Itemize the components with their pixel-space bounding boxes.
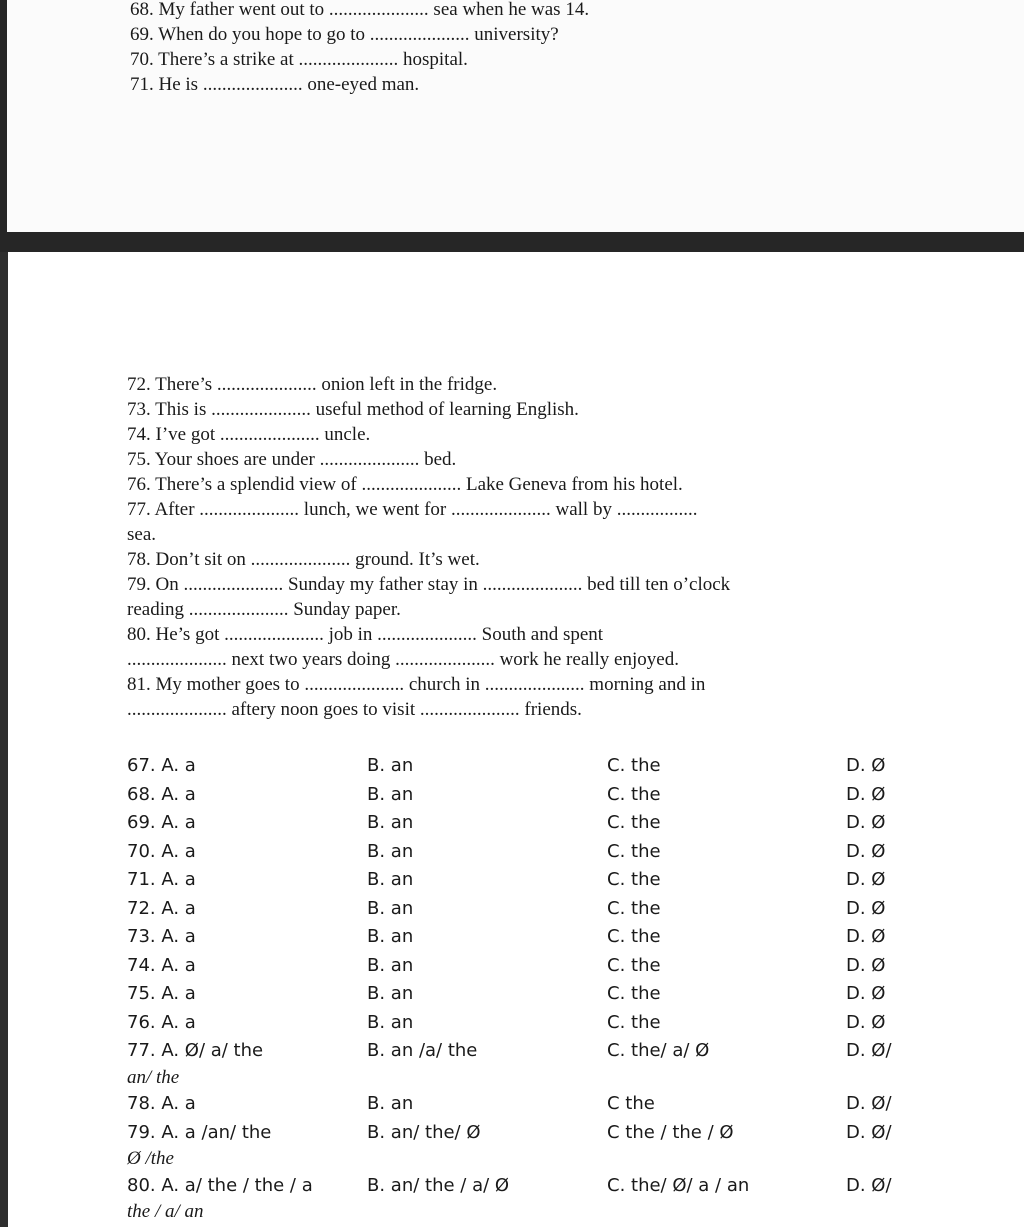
answer-d: D. Ø — [846, 1012, 886, 1033]
answer-d-continued: an/ the — [127, 1067, 180, 1088]
answer-b: B. an — [367, 1093, 414, 1114]
answer-a: 71. A. a — [127, 869, 196, 890]
question-69: 69. When do you hope to go to ..................... university? — [130, 24, 559, 45]
answer-b: B. an — [367, 955, 414, 976]
answer-a: 78. A. a — [127, 1093, 196, 1114]
answer-b: B. an — [367, 1012, 414, 1033]
answer-d: D. Ø/ — [846, 1175, 892, 1196]
answer-c: C. the — [607, 1012, 661, 1033]
answer-b: B. an — [367, 898, 414, 919]
answer-d: D. Ø — [846, 898, 886, 919]
answer-b: B. an — [367, 784, 414, 805]
answer-d: D. Ø — [846, 983, 886, 1004]
answer-d-continued: Ø /the — [127, 1148, 174, 1169]
answer-c: C. the — [607, 784, 661, 805]
answer-b: B. an /a/ the — [367, 1040, 478, 1061]
answer-b: B. an/ the / a/ Ø — [367, 1175, 510, 1196]
answer-d: D. Ø — [846, 955, 886, 976]
answer-b: B. an — [367, 812, 414, 833]
question-line: ..................... aftery noon goes to visit ..................... friends. — [127, 699, 582, 720]
question-line: ..................... next two years doing ..................... work he really enjoyed. — [127, 649, 679, 670]
answer-a: 67. A. a — [127, 755, 196, 776]
answer-a: 69. A. a — [127, 812, 196, 833]
answer-c: C. the — [607, 812, 661, 833]
answer-c: C. the — [607, 983, 661, 1004]
answer-c: C the / the / Ø — [607, 1122, 734, 1143]
answer-a: 74. A. a — [127, 955, 196, 976]
question-line: 73. This is ..................... useful method of learning English. — [127, 399, 579, 420]
answer-a: 80. A. a/ the / the / a — [127, 1175, 313, 1196]
answer-b: B. an — [367, 983, 414, 1004]
question-line: 72. There’s ..................... onion left in the fridge. — [127, 374, 498, 395]
question-line: 78. Don’t sit on ..................... ground. It’s wet. — [127, 549, 480, 570]
answer-a: 70. A. a — [127, 841, 196, 862]
answer-b: B. an/ the/ Ø — [367, 1122, 481, 1143]
question-line: 79. On ..................... Sunday my father stay in ..................... bed till ten o’clock — [127, 574, 731, 595]
answer-c: C. the — [607, 755, 661, 776]
answer-d: D. Ø — [846, 755, 886, 776]
answer-d-continued: the / a/ an — [127, 1201, 204, 1222]
answer-c: C. the — [607, 841, 661, 862]
question-line: reading ..................... Sunday paper. — [127, 599, 401, 620]
answer-d: D. Ø — [846, 926, 886, 947]
question-line: 74. I’ve got ..................... uncle. — [127, 424, 371, 445]
answer-c: C. the/ a/ Ø — [607, 1040, 710, 1061]
answer-b: B. an — [367, 869, 414, 890]
question-68: 68. My father went out to ..................... sea when he was 14. — [130, 0, 590, 20]
answer-b: B. an — [367, 841, 414, 862]
answer-d: D. Ø — [846, 869, 886, 890]
answer-a: 76. A. a — [127, 1012, 196, 1033]
answer-d: D. Ø/ — [846, 1122, 892, 1143]
answer-d: D. Ø — [846, 841, 886, 862]
answer-c: C. the — [607, 898, 661, 919]
question-line: 80. He’s got ..................... job in ..................... South and spent — [127, 624, 604, 645]
question-line: 76. There’s a splendid view of ..................... Lake Geneva from his hotel. — [127, 474, 683, 495]
answer-b: B. an — [367, 755, 414, 776]
answer-d: D. Ø — [846, 812, 886, 833]
question-71: 71. He is ..................... one-eyed man. — [130, 74, 420, 95]
page-top — [0, 0, 1024, 232]
question-line: 77. After ..................... lunch, we went for ..................... wall by ................. — [127, 499, 698, 520]
answer-c: C. the/ Ø/ a / an — [607, 1175, 750, 1196]
answer-c: C. the — [607, 955, 661, 976]
answer-c: C the — [607, 1093, 655, 1114]
question-line: 75. Your shoes are under ..................... bed. — [127, 449, 457, 470]
page-divider — [0, 232, 1024, 252]
answer-a: 79. A. a /an/ the — [127, 1122, 272, 1143]
answer-b: B. an — [367, 926, 414, 947]
answer-d: D. Ø/ — [846, 1093, 892, 1114]
answer-d: D. Ø — [846, 784, 886, 805]
answer-a: 72. A. a — [127, 898, 196, 919]
answer-a: 77. A. Ø/ a/ the — [127, 1040, 264, 1061]
answer-d: D. Ø/ — [846, 1040, 892, 1061]
answer-a: 68. A. a — [127, 784, 196, 805]
question-line: 81. My mother goes to ..................... church in ..................... morning and in — [127, 674, 706, 695]
answer-c: C. the — [607, 869, 661, 890]
answer-a: 75. A. a — [127, 983, 196, 1004]
answer-c: C. the — [607, 926, 661, 947]
answer-a: 73. A. a — [127, 926, 196, 947]
question-70: 70. There’s a strike at ..................... hospital. — [130, 49, 468, 70]
question-line: sea. — [127, 524, 157, 545]
